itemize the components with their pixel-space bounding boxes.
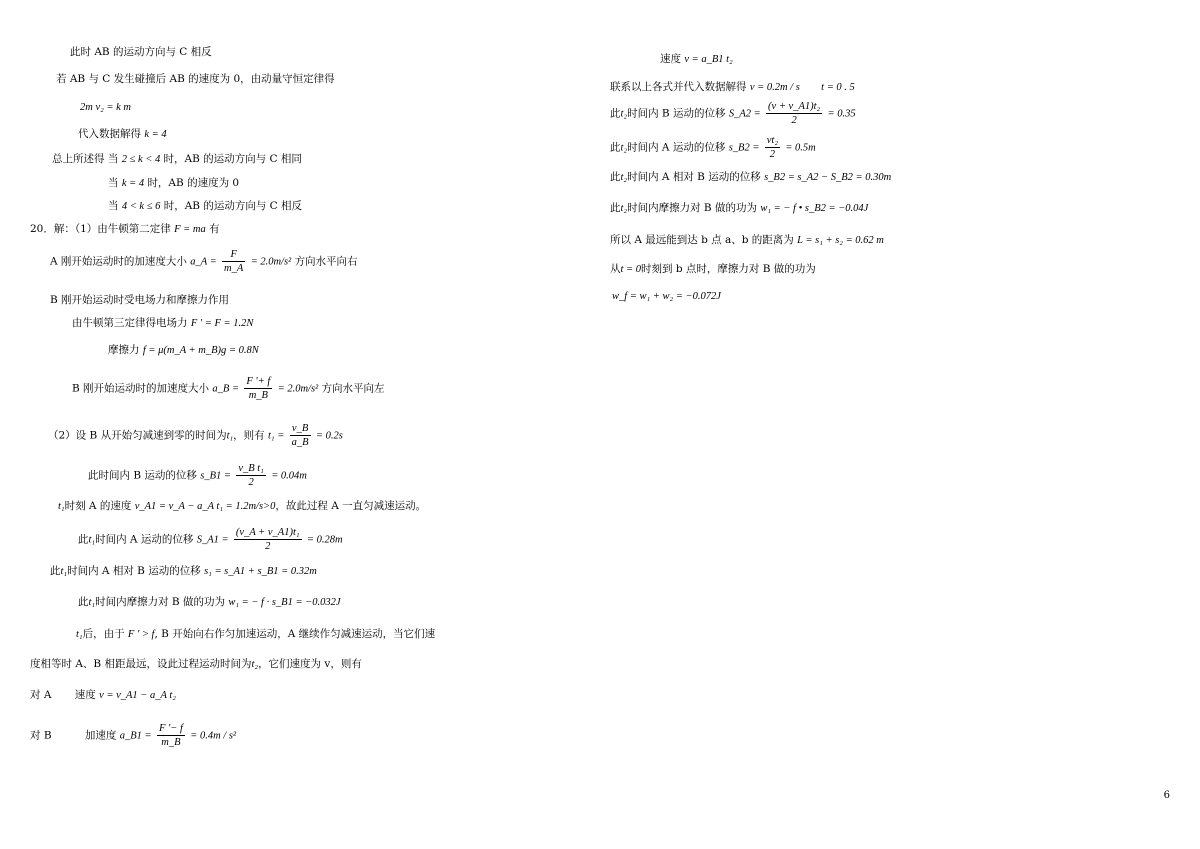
text-line: 从t = 0时刻到 b 点时，摩擦力对 B 做的功为	[610, 263, 816, 275]
fraction: $\frac{F '- f}{m\_B}$	[158, 723, 183, 748]
text-line: 代入数据解得 k = 4	[78, 128, 167, 140]
equation-line: 联系以上各式并代入数据解得 v = 0.2m / s t = 0 . 5	[610, 81, 855, 93]
text-line: t₁后，由于 F ' > f, B 开始向右作匀加速运动，A 继续作匀减速运动，当它们速	[76, 628, 436, 640]
equation-line: 此t₁时间内 A 相对 B 运动的位移 s₁ = s_A1 + s_B1 = 0.32m	[50, 565, 317, 577]
equation-line: 此t₁时间内 A 运动的位移 S_A1 = $\frac{\text{(v\_A + v\_A1)t₁}}{2}$ = 0.28m	[78, 527, 343, 552]
equation-line: 速度 v = a_B1 t₂	[660, 53, 733, 65]
equation-line: A 刚开始运动时的加速度大小 a_A = $\frac{F}{m\_A}$ = 2.0m/s² 方向水平向右	[50, 249, 358, 274]
text-line: 总上所述得 当 2 ≤ k < 4 时，AB 的运动方向与 C 相同	[52, 153, 302, 165]
equation-line: 此t₁时间内摩擦力对 B 做的功为 w₁ = − f · s_B1 = −0.032J	[78, 596, 341, 608]
equation-line: 此t₂时间内 A 运动的位移 s_B2 = $\frac{\text{vt₂}}{2}$ = 0.5m	[610, 135, 816, 160]
text-line: 此时 AB 的运动方向与 C 相反	[70, 46, 212, 58]
fraction: $\frac{F '+ f}{m\_B}$	[246, 376, 271, 401]
fraction: $\frac{\text{v\_B t₁}}{2}$	[238, 463, 264, 488]
equation-line: 摩擦力 f = μ(m_A + m_B)g = 0.8N	[108, 344, 259, 356]
problem-heading: 20．解：（1）由牛顿第二定律 F = ma 有	[30, 223, 220, 235]
text-line: 当 k = 4 时，AB 的速度为 0	[108, 177, 240, 189]
text-line: 若 AB 与 C 发生碰撞后 AB 的速度为 0，由动量守恒定律得	[56, 73, 335, 85]
fraction: $\frac{\text{vt₂}}{2}$	[766, 135, 778, 160]
equation-line: 此t₂时间内摩擦力对 B 做的功为 w₁ = − f • s_B2 = −0.04J	[610, 202, 869, 214]
equation-line: 所以 A 最远能到达 b 点 a、b 的距离为 L = s₁ + s₂ = 0.62 m	[610, 234, 884, 246]
page-number: 6	[1163, 790, 1170, 801]
equation-line: 此t₂时间内 B 运动的位移 S_A2 = $\frac{\text{(v + v\_A1)t₂}}{2}$ = 0.35	[610, 101, 856, 126]
equation-line: （2）设 B 从开始匀减速到零的时间为t₁，则有 t₁ = $\frac{v\_B}{a\_B}$ = 0.2s	[48, 423, 343, 448]
equation-line: 对 B 加速度 a_B1 = $\frac{F '- f}{m\_B}$ = 0.4m / s²	[30, 723, 237, 748]
equation-line: 此t₂时间内 A 相对 B 运动的位移 s_B2 = s_A2 − S_B2 = 0.30m	[610, 171, 892, 183]
equation-line: 由牛顿第三定律得电场力 F ' = F = 1.2N	[72, 317, 254, 329]
equation-line: 对 A 速度 v = v_A1 − a_A t₂	[30, 689, 176, 701]
equation-line: 此时间内 B 运动的位移 s_B1 = $\frac{\text{v\_B t₁}}{2}$ = 0.04m	[88, 463, 307, 488]
fraction: $\frac{F}{m\_A}$	[224, 249, 244, 274]
equation-line: 2m v₂ = k m	[80, 102, 131, 113]
equation-line: w_f = w₁ + w₂ = −0.072J	[612, 291, 721, 302]
equation-line: t₁时刻 A 的速度 v_A1 = v_A − a_A t₁ = 1.2m/s>0，故此过程 A 一直匀减速运动。	[58, 500, 427, 512]
fraction: $\frac{\text{(v\_A + v\_A1)t₁}}{2}$	[235, 527, 300, 552]
text-line: 度相等时 A、B 相距最远，设此过程运动时间为t₂，它们速度为 v，则有	[30, 658, 362, 670]
fraction: $\frac{v\_B}{a\_B}$	[291, 423, 309, 448]
text-line: B 刚开始运动时受电场力和摩擦力作用	[50, 294, 230, 306]
text-line: 当 4 < k ≤ 6 时，AB 的运动方向与 C 相反	[108, 200, 303, 212]
fraction: $\frac{\text{(v + v\_A1)t₂}}{2}$	[768, 101, 821, 126]
equation-line: B 刚开始运动时的加速度大小 a_B = $\frac{F '+ f}{m\_B}$ = 2.0m/s² 方向水平向左	[72, 376, 385, 401]
